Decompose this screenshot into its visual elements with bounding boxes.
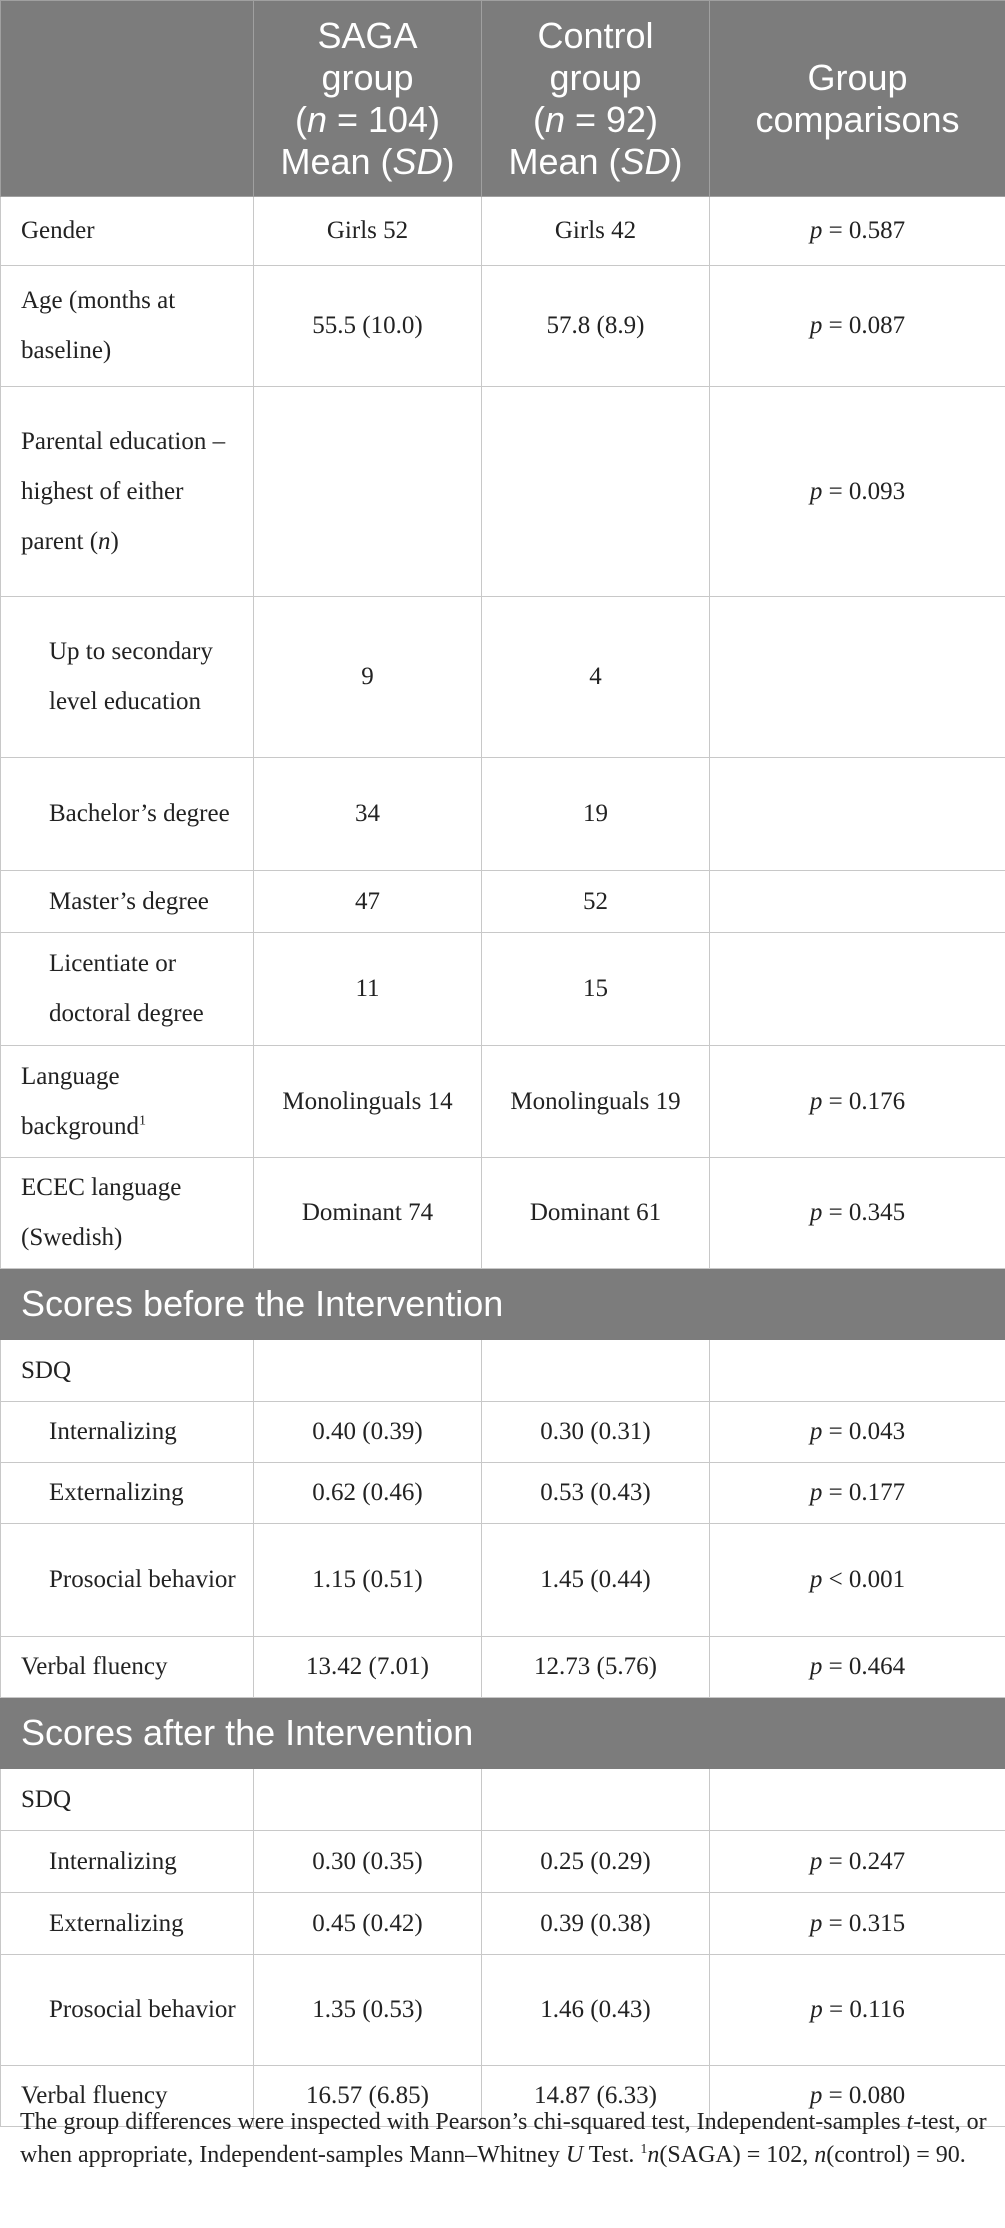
saga-value: 55.5 (10.0) [254, 266, 482, 387]
table-row [1, 266, 1005, 387]
control-value: 52 [482, 871, 710, 933]
control-value: Girls 42 [482, 197, 710, 266]
header-control-group: Control group (n = 92) Mean (SD) [482, 1, 710, 197]
control-value: 0.39 (0.38) [482, 1893, 710, 1955]
row-label: Prosocial behavior [1, 1955, 254, 2066]
row-label: Bachelor’s degree [1, 758, 254, 871]
header-saga-group: SAGA group (n = 104) Mean (SD) [254, 1, 482, 197]
control-value: 0.30 (0.31) [482, 1402, 710, 1463]
table-row [1, 1402, 1005, 1463]
row-label: ECEC language (Swedish) [1, 1158, 254, 1269]
control-value: 14.87 (6.33) [482, 2066, 710, 2127]
control-value [482, 1340, 710, 1402]
saga-value: 34 [254, 758, 482, 871]
header-empty-cell [1, 1, 254, 197]
saga-value: 9 [254, 597, 482, 758]
table-row [1, 1831, 1005, 1893]
saga-value: 0.45 (0.42) [254, 1893, 482, 1955]
row-label: Up to secondary level education [1, 597, 254, 758]
row-label: Internalizing [1, 1831, 254, 1893]
table-row [1, 597, 1005, 758]
control-value: 0.53 (0.43) [482, 1463, 710, 1524]
p-value [710, 871, 1005, 933]
p-value: p = 0.247 [710, 1831, 1005, 1893]
p-value: p < 0.001 [710, 1524, 1005, 1637]
control-value: 4 [482, 597, 710, 758]
saga-value [254, 1769, 482, 1831]
control-value: 1.45 (0.44) [482, 1524, 710, 1637]
control-value: 15 [482, 933, 710, 1046]
table-row [1, 387, 1005, 597]
table-row [1, 1955, 1005, 2066]
control-value: Monolinguals 19 [482, 1046, 710, 1158]
table-row [1, 871, 1005, 933]
table-row [1, 1637, 1005, 1698]
control-value: 19 [482, 758, 710, 871]
p-value: p = 0.587 [710, 197, 1005, 266]
p-value: p = 0.087 [710, 266, 1005, 387]
table-row [1, 1046, 1005, 1158]
row-label: Master’s degree [1, 871, 254, 933]
row-label: Licentiate or doctoral degree [1, 933, 254, 1046]
row-label: Externalizing [1, 1463, 254, 1524]
saga-value: 0.62 (0.46) [254, 1463, 482, 1524]
control-value: Dominant 61 [482, 1158, 710, 1269]
p-value: p = 0.176 [710, 1046, 1005, 1158]
row-label: Verbal fluency [1, 2066, 254, 2127]
control-value: 57.8 (8.9) [482, 266, 710, 387]
control-value: 0.25 (0.29) [482, 1831, 710, 1893]
control-value: 1.46 (0.43) [482, 1955, 710, 2066]
table-row [1, 1893, 1005, 1955]
table-row [1, 1524, 1005, 1637]
row-label: Language background$^1$ [1, 1046, 254, 1158]
p-value: p = 0.315 [710, 1893, 1005, 1955]
row-label: Age (months at baseline) [1, 266, 254, 387]
row-label: Externalizing [1, 1893, 254, 1955]
saga-value: 0.40 (0.39) [254, 1402, 482, 1463]
row-label: Verbal fluency [1, 1637, 254, 1698]
row-label: SDQ [1, 1340, 254, 1402]
p-value: p = 0.464 [710, 1637, 1005, 1698]
saga-value: 47 [254, 871, 482, 933]
row-label: Prosocial behavior [1, 1524, 254, 1637]
p-value: p = 0.345 [710, 1158, 1005, 1269]
row-label: SDQ [1, 1769, 254, 1831]
control-value: 12.73 (5.76) [482, 1637, 710, 1698]
p-value [710, 933, 1005, 1046]
saga-value: 1.15 (0.51) [254, 1524, 482, 1637]
saga-value [254, 387, 482, 597]
table-row [1, 1158, 1005, 1269]
saga-value: Dominant 74 [254, 1158, 482, 1269]
table-row [1, 933, 1005, 1046]
row-label: Parental education – highest of either parent (n) [1, 387, 254, 597]
header-group-comparisons: Group comparisons [710, 1, 1005, 197]
p-value [710, 1340, 1005, 1402]
table-row [1, 1769, 1005, 1831]
p-value: p = 0.080 [710, 2066, 1005, 2127]
saga-value [254, 1340, 482, 1402]
saga-value: 11 [254, 933, 482, 1046]
saga-value: Girls 52 [254, 197, 482, 266]
saga-value: 0.30 (0.35) [254, 1831, 482, 1893]
p-value: p = 0.093 [710, 387, 1005, 597]
section-header-before [1, 1269, 1005, 1340]
p-value: p = 0.043 [710, 1402, 1005, 1463]
row-label: Internalizing [1, 1402, 254, 1463]
saga-value: 13.42 (7.01) [254, 1637, 482, 1698]
row-label: Gender [1, 197, 254, 266]
control-value [482, 387, 710, 597]
table-header-row [1, 1, 1005, 197]
control-value [482, 1769, 710, 1831]
section-title: Scores before the Intervention [1, 1269, 1005, 1340]
p-value: p = 0.116 [710, 1955, 1005, 2066]
table-row [1, 758, 1005, 871]
section-header-after [1, 1698, 1005, 1769]
saga-value: 1.35 (0.53) [254, 1955, 482, 2066]
table-row [1, 197, 1005, 266]
p-value: p = 0.177 [710, 1463, 1005, 1524]
saga-value: Monolinguals 14 [254, 1046, 482, 1158]
section-title: Scores after the Intervention [1, 1698, 1005, 1769]
table-row [1, 1463, 1005, 1524]
p-value [710, 758, 1005, 871]
table-row [1, 1340, 1005, 1402]
p-value [710, 597, 1005, 758]
table-footnote: The group differences were inspected with Pearson’s chi-squared test, Independent-samples t-test, or when appropriate, Independent-samples Mann–Whitney U Test. $^1$n(SAGA) = 102, n(control) = 90. [20, 2109, 987, 2168]
saga-value: 16.57 (6.85) [254, 2066, 482, 2127]
p-value [710, 1769, 1005, 1831]
